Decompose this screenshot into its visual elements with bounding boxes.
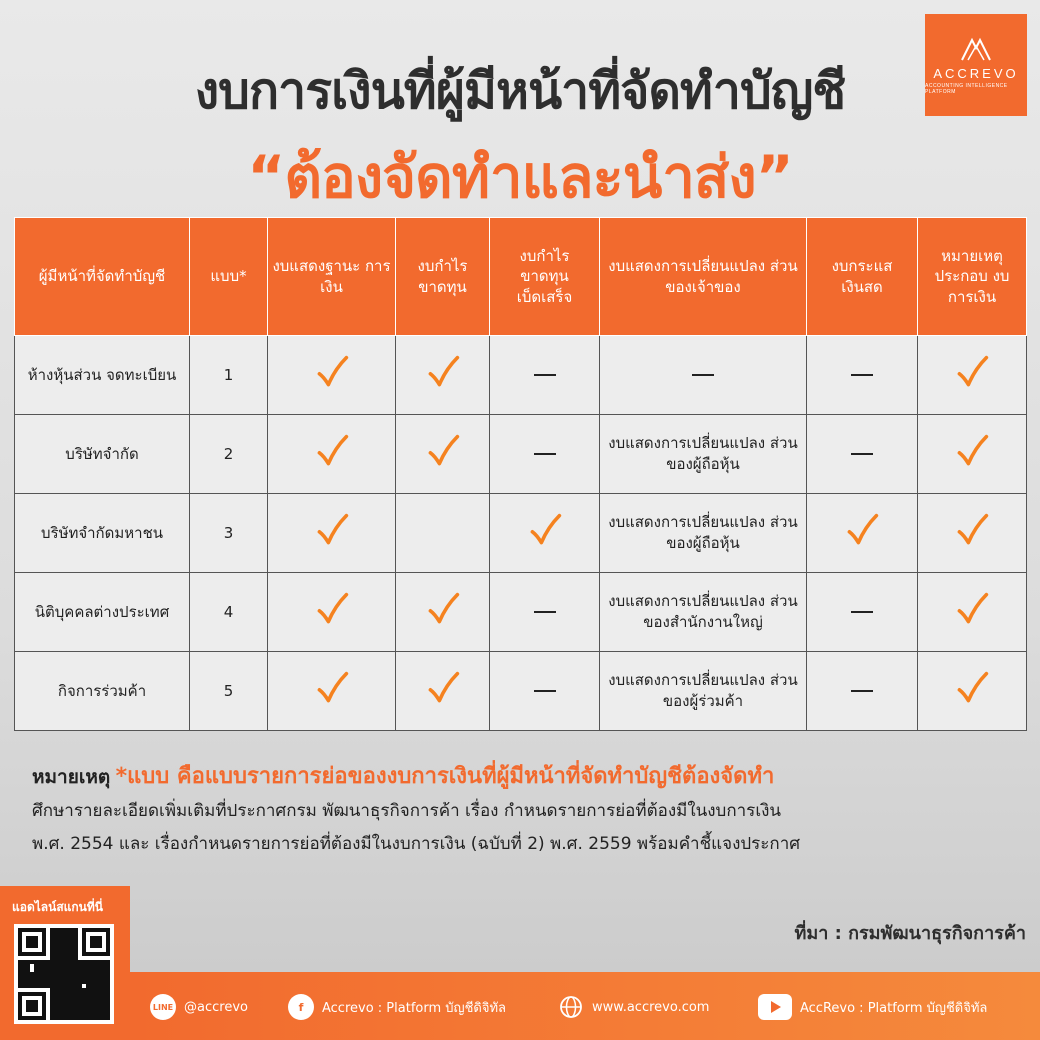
checkmark-icon (314, 512, 350, 548)
dash-mark (534, 374, 556, 376)
dash-mark (851, 453, 873, 455)
cell-comprehensive (490, 336, 600, 415)
footnote (32, 760, 1022, 861)
column-header: งบกำไร ขาดทุน เบ็ดเสร็จ (490, 218, 600, 336)
cell-cashflow (807, 336, 918, 415)
line-icon: LINE (150, 994, 176, 1020)
table-row (15, 415, 1027, 494)
checkmark-icon (954, 433, 990, 469)
table-row (15, 652, 1027, 731)
cell-form: 1 (190, 336, 268, 415)
column-header: งบกระแส เงินสด (807, 218, 918, 336)
column-header: แบบ* (190, 218, 268, 336)
financial-statements-table (14, 217, 1027, 731)
qr-code-icon (18, 928, 110, 1020)
note-line-2: ศึกษารายละเอียดเพิ่มเติมที่ประกาศกรม พัฒนาธุรกิจการค้า เรื่อง กำหนดรายการย่อที่ต้องมีในงบการเงิน (32, 801, 782, 821)
dash-mark (851, 690, 873, 692)
dash-mark (851, 611, 873, 613)
table-row (15, 573, 1027, 652)
cell-entity: บริษัทจำกัดมหาชน (15, 494, 190, 573)
page-subtitle: “ต้องจัดทำและนำส่ง” (247, 143, 793, 211)
column-header: งบแสดงการเปลี่ยนแปลง ส่วนของเจ้าของ (600, 218, 807, 336)
cell-notes (918, 573, 1027, 652)
cell-profit (396, 652, 490, 731)
checkmark-icon (425, 433, 461, 469)
column-header: หมายเหตุ ประกอบ งบการเงิน (918, 218, 1027, 336)
cell-cashflow (807, 415, 918, 494)
cell-entity: ห้างหุ้นส่วน จดทะเบียน (15, 336, 190, 415)
cell-entity: กิจการร่วมค้า (15, 652, 190, 731)
facebook-name: Accrevo : Platform บัญชีดิจิทัล (322, 1000, 507, 1016)
cell-comprehensive (490, 652, 600, 731)
footer-website[interactable] (558, 994, 709, 1020)
column-header: งบแสดงฐานะ การเงิน (268, 218, 396, 336)
footer-line[interactable] (150, 994, 248, 1020)
cell-entity: บริษัทจำกัด (15, 415, 190, 494)
dash-mark (534, 611, 556, 613)
cell-balance (268, 494, 396, 573)
cell-cashflow (807, 652, 918, 731)
cell-notes (918, 415, 1027, 494)
checkmark-icon (954, 670, 990, 706)
cell-balance (268, 652, 396, 731)
column-header: ผู้มีหน้าที่จัดทำบัญชี (15, 218, 190, 336)
page-title: งบการเงินที่ผู้มีหน้าที่จัดทำบัญชี (194, 62, 846, 120)
table-row (15, 494, 1027, 573)
logo-tagline: ACCOUNTING INTELLIGENCE PLATFORM (925, 82, 1008, 95)
cell-profit (396, 573, 490, 652)
column-header: งบกำไร ขาดทุน (396, 218, 490, 336)
website-url: www.accrevo.com (592, 999, 710, 1015)
cell-comprehensive (490, 415, 600, 494)
cell-form: 2 (190, 415, 268, 494)
checkmark-icon (425, 591, 461, 627)
qr-label: แอดไลน์สแกนที่นี่ (12, 900, 103, 914)
cell-cashflow (807, 573, 918, 652)
cell-profit (396, 415, 490, 494)
cell-notes (918, 652, 1027, 731)
cell-equity: งบแสดงการเปลี่ยนแปลง ส่วนของผู้ถือหุ้น (600, 494, 807, 573)
checkmark-icon (314, 591, 350, 627)
cell-entity: นิติบุคคลต่างประเทศ (15, 573, 190, 652)
globe-icon (558, 994, 584, 1020)
dash-mark (692, 374, 714, 376)
footer-facebook[interactable] (288, 994, 506, 1020)
checkmark-icon (527, 512, 563, 548)
footer-youtube[interactable] (758, 994, 987, 1020)
cell-equity: งบแสดงการเปลี่ยนแปลง ส่วนของสำนักงานใหญ่ (600, 573, 807, 652)
cell-form: 4 (190, 573, 268, 652)
cell-profit (396, 336, 490, 415)
cell-equity: งบแสดงการเปลี่ยนแปลง ส่วนของผู้ร่วมค้า (600, 652, 807, 731)
cell-balance (268, 336, 396, 415)
cell-comprehensive (490, 573, 600, 652)
checkmark-icon (954, 591, 990, 627)
note-label: หมายเหตุ (32, 766, 111, 788)
facebook-icon: f (288, 994, 314, 1020)
checkmark-icon (954, 354, 990, 390)
youtube-name: AccRevo : Platform บัญชีดิจิทัล (800, 1000, 988, 1016)
cell-comprehensive (490, 494, 600, 573)
checkmark-icon (954, 512, 990, 548)
checkmark-icon (425, 670, 461, 706)
table-row (15, 336, 1027, 415)
cell-notes (918, 494, 1027, 573)
cell-balance (268, 573, 396, 652)
youtube-icon (758, 994, 792, 1020)
dash-mark (851, 374, 873, 376)
cell-equity: งบแสดงการเปลี่ยนแปลง ส่วนของผู้ถือหุ้น (600, 415, 807, 494)
line-handle: @accrevo (184, 999, 248, 1015)
cell-cashflow (807, 494, 918, 573)
qr-panel (0, 886, 130, 1040)
cell-profit (396, 494, 490, 573)
cell-equity (600, 336, 807, 415)
cell-form: 5 (190, 652, 268, 731)
checkmark-icon (314, 670, 350, 706)
dash-mark (534, 690, 556, 692)
footer-bar (130, 972, 1040, 1040)
cell-form: 3 (190, 494, 268, 573)
checkmark-icon (844, 512, 880, 548)
note-highlight: *แบบ คือแบบรายการย่อของงบการเงินที่ผู้มีหน้าที่จัดทำบัญชีต้องจัดทำ (115, 764, 775, 789)
cell-notes (918, 336, 1027, 415)
dash-mark (534, 453, 556, 455)
checkmark-icon (314, 433, 350, 469)
cell-balance (268, 415, 396, 494)
line-qr-code[interactable] (14, 924, 114, 1024)
table-header-row (15, 218, 1027, 336)
checkmark-icon (314, 354, 350, 390)
source-credit: ที่มา : กรมพัฒนาธุรกิจการค้า (794, 923, 1026, 944)
checkmark-icon (425, 354, 461, 390)
logo-name: ACCREVO (933, 65, 1019, 81)
note-line-3: พ.ศ. 2554 และ เรื่องกำหนดรายการย่อที่ต้องมีในงบการเงิน (ฉบับที่ 2) พ.ศ. 2559 พร้อมคำชี้แจงประกาศ (32, 834, 801, 854)
